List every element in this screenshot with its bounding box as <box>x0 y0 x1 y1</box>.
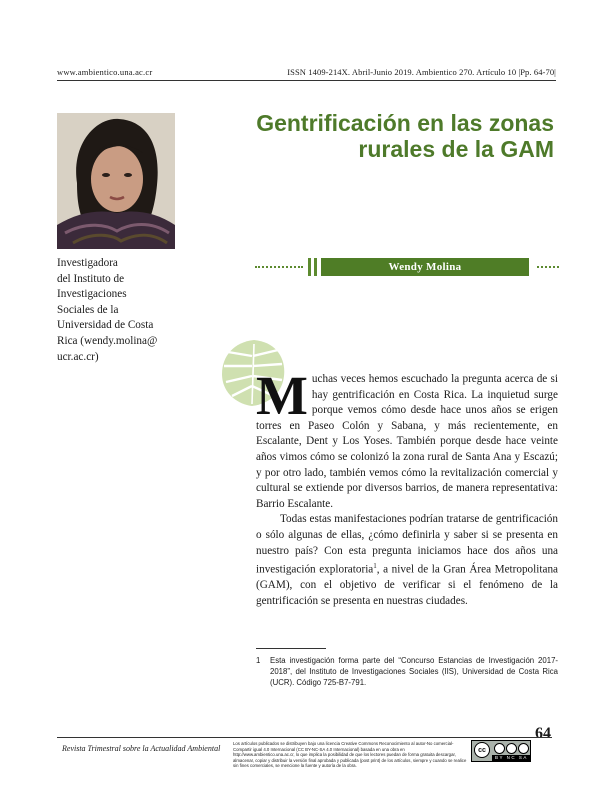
paragraph-2 <box>256 512 558 609</box>
bio-line[interactable]: Rica (wendy.molina@ <box>57 334 158 347</box>
dotted-rule-right <box>537 266 559 268</box>
page-number: 64 <box>535 725 551 742</box>
bio-line: Sociales de la <box>57 303 119 316</box>
header-rule <box>57 80 556 81</box>
title-line-2: rurales de la GAM <box>358 136 554 162</box>
footnote-rule <box>256 648 326 649</box>
cc-nc-icon <box>506 743 517 754</box>
footnote-number: 1 <box>256 656 261 665</box>
title-line-1: Gentrificación en las zonas <box>256 110 554 136</box>
author-name: Wendy Molina <box>321 258 529 276</box>
footnote-ref[interactable]: 1 <box>373 562 377 571</box>
paragraph-1 <box>256 365 558 512</box>
cc-by-icon <box>494 743 505 754</box>
bio-line: Investigaciones <box>57 288 127 301</box>
bio-line: Investigadora <box>57 257 118 269</box>
author-bar <box>255 258 559 276</box>
author-portrait-image <box>57 113 175 249</box>
bio-line: del Instituto de <box>57 272 125 285</box>
bio-line: Universidad de Costa <box>57 319 154 332</box>
paragraph-2-text-end: , a nivel de la Gran Área Metropolitana (GAM), con el objetivo de verificar si el fenómeno de la gentrificación se presenta en nuestras ciudades. <box>256 563 559 608</box>
cc-strip-label: BY NC SA <box>492 755 530 761</box>
creative-commons-badge[interactable] <box>471 740 531 762</box>
header-website[interactable]: www.ambientico.una.ac.cr <box>57 67 153 77</box>
author-bio <box>57 256 177 365</box>
dotted-rule-left <box>255 266 303 268</box>
drop-cap: M <box>256 365 308 426</box>
footer-license-text: Los artículos publicados se distribuyen bajo una licencia Creative Commons Reconocimiento al autor-No comercial-Compartir igual 4.0 Internacional (CC BY-NC-SA 4.0 Internacional) basada en una obra en http://www.ambientico.una.ac.cr, lo que implica la posibilidad de que los lectores puedan de forma gratuita descargar, almacenar, copiar y distribuir la versión final aprobada y publicada (post print) de los artículos, siempre y cuando se realice sin fines comerciales, se mencione la fuente y autoría de la obra. <box>233 741 467 769</box>
footer-journal: Revista Trimestral sobre la Actualidad Ambiental <box>62 744 221 753</box>
cc-logo-icon: cc <box>474 742 490 758</box>
author-photo <box>57 113 175 249</box>
article-body <box>256 365 559 610</box>
footnote-text: Esta investigación forma parte del “Concurso Estancias de Investigación 2017-2018”, del Instituto de Investigaciones Sociales (IIS), Universidad de Costa Rica (UCR). Código 725-B7-791. <box>270 656 558 687</box>
header-issue-info: ISSN 1409-214X. Abril-Junio 2019. Ambientico 270. Artículo 10 |Pp. 64-70| <box>287 67 556 77</box>
cc-sa-icon <box>518 743 529 754</box>
double-bar-ornament <box>308 258 320 276</box>
footnote <box>256 655 558 688</box>
article-title <box>224 110 554 162</box>
bio-line[interactable]: ucr.ac.cr) <box>57 350 99 363</box>
paragraph-2-text: Todas estas manifestaciones podrían tratarse de gentrificación o sólo algunas de ellas, ¿cómo definirla y saber si se presenta en nuestro país? Con esta pregunta iniciamos hace dos años una investigación exploratoria <box>256 513 558 576</box>
footer-rule <box>57 737 552 738</box>
paragraph-1-text: uchas veces hemos escuchado la pregunta acerca de si hay gentrificación en Costa Rica. La inquietud surge porque vemos cómo desde hace unos años se erigen torres en Paseo Colón y Sabana, y más recientemente, en Escalante, Dent y Los Yoses. También porque desde hace veinte años vimos cómo se colonizó la zona rural de Santa Ana y Escazú; y por otro lado, también vemos cómo la revitalización comercial y cultural se extiende por diversos barrios, de manera representativa: Barrio Escalante. <box>256 373 558 510</box>
